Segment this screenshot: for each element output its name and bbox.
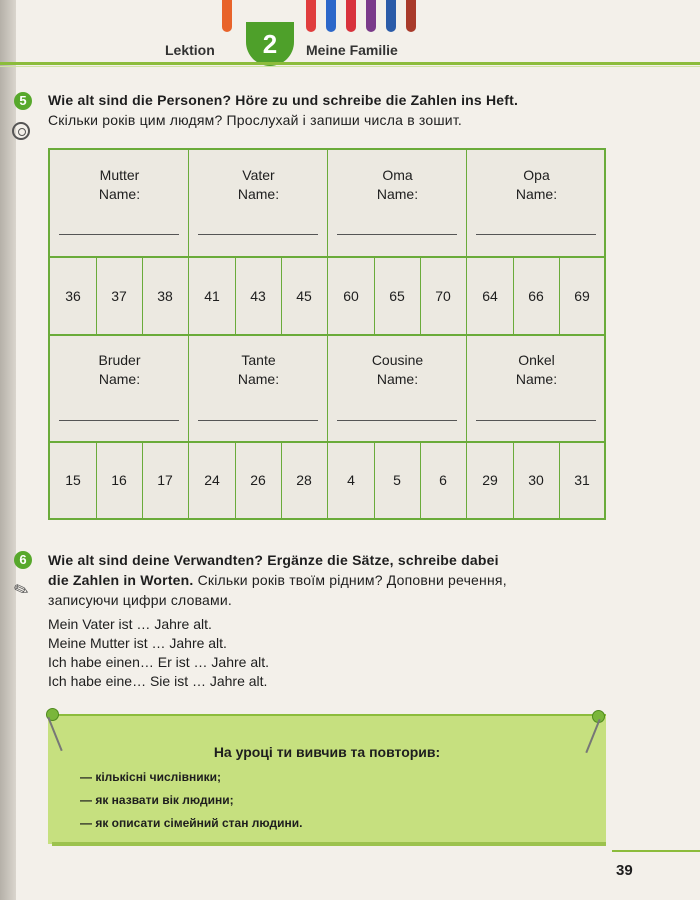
name-label: Name: bbox=[237, 186, 280, 202]
color-tab bbox=[222, 0, 232, 32]
task6-title-de-line1: Wie alt sind deine Verwandten? Ergänze die Sätze, schreibe dabei bbox=[48, 552, 499, 568]
summary-item: — кількісні числівники; bbox=[80, 770, 221, 784]
answer-line[interactable] bbox=[476, 234, 596, 235]
person-cell bbox=[189, 351, 328, 389]
age-option: 45 bbox=[296, 288, 312, 304]
task6-title-uk-line1: Скільки років твоїм рідним? Доповни речення, bbox=[197, 572, 507, 588]
name-label: Name: bbox=[515, 186, 558, 202]
age-option: 29 bbox=[482, 472, 498, 488]
age-option: 64 bbox=[482, 288, 498, 304]
age-option: 6 bbox=[439, 472, 447, 488]
color-tab bbox=[386, 0, 396, 32]
age-option: 43 bbox=[250, 288, 266, 304]
exercise-sentence: Meine Mutter ist … Jahre alt. bbox=[48, 635, 227, 651]
age-option: 60 bbox=[343, 288, 359, 304]
age-option: 38 bbox=[157, 288, 173, 304]
lesson-number-badge: 2 bbox=[246, 22, 294, 66]
name-label: Name: bbox=[98, 371, 141, 387]
lesson-summary-box bbox=[48, 714, 606, 844]
summary-item: — як описати сімейний стан людини. bbox=[80, 816, 303, 830]
task6-title-de-line2: die Zahlen in Worten. bbox=[48, 572, 194, 588]
age-option: 36 bbox=[65, 288, 81, 304]
age-option: 31 bbox=[574, 472, 590, 488]
task5-title-de: Wie alt sind die Personen? Höre zu und schreibe die Zahlen ins Heft. bbox=[48, 92, 519, 108]
footer-divider bbox=[612, 850, 700, 852]
task6-title-line2 bbox=[48, 570, 507, 590]
name-label: Name: bbox=[98, 186, 141, 202]
answer-line[interactable] bbox=[337, 420, 457, 421]
answer-line[interactable] bbox=[198, 420, 318, 421]
summary-title: На уроці ти вивчив та повторив: bbox=[213, 744, 441, 760]
age-option: 41 bbox=[204, 288, 220, 304]
summary-item: — як назвати вік людини; bbox=[80, 793, 234, 807]
person-label: Mutter bbox=[99, 167, 140, 183]
answer-line[interactable] bbox=[198, 234, 318, 235]
task5-title-uk: Скільки років цим людям? Прослухай і запиши числа в зошит. bbox=[48, 112, 462, 128]
person-label: Opa bbox=[523, 167, 550, 183]
header-divider-light bbox=[0, 66, 700, 67]
person-cell bbox=[50, 351, 189, 389]
age-option: 37 bbox=[111, 288, 127, 304]
lesson-label: Lektion bbox=[165, 42, 215, 58]
person-cell bbox=[189, 166, 328, 204]
exercise-sentence: Ich habe eine… Sie ist … Jahre alt. bbox=[48, 673, 268, 689]
summary-shadow bbox=[52, 842, 606, 846]
person-cell bbox=[467, 166, 606, 204]
person-label: Tante bbox=[241, 352, 276, 368]
table-divider bbox=[50, 334, 604, 336]
table-divider bbox=[50, 256, 604, 258]
age-option: 17 bbox=[157, 472, 173, 488]
age-option: 26 bbox=[250, 472, 266, 488]
age-table bbox=[48, 148, 606, 520]
name-label: Name: bbox=[376, 186, 419, 202]
age-option: 30 bbox=[528, 472, 544, 488]
name-label: Name: bbox=[515, 371, 558, 387]
age-option: 66 bbox=[528, 288, 544, 304]
name-label: Name: bbox=[376, 371, 419, 387]
task-number-badge: 5 bbox=[14, 92, 32, 110]
name-label: Name: bbox=[237, 371, 280, 387]
answer-line[interactable] bbox=[59, 420, 179, 421]
person-cell bbox=[467, 351, 606, 389]
person-label: Oma bbox=[382, 167, 413, 183]
age-option: 5 bbox=[393, 472, 401, 488]
person-label: Onkel bbox=[518, 352, 555, 368]
person-cell bbox=[50, 166, 189, 204]
answer-line[interactable] bbox=[59, 234, 179, 235]
age-option: 65 bbox=[389, 288, 405, 304]
age-option: 15 bbox=[65, 472, 81, 488]
answer-line[interactable] bbox=[337, 234, 457, 235]
color-tabs bbox=[0, 0, 700, 40]
table-divider bbox=[50, 441, 604, 443]
color-tab bbox=[406, 0, 416, 32]
person-label: Bruder bbox=[98, 352, 141, 368]
header-divider bbox=[0, 62, 700, 65]
age-option: 16 bbox=[111, 472, 127, 488]
age-option: 28 bbox=[296, 472, 312, 488]
lesson-topic: Meine Familie bbox=[306, 42, 398, 58]
person-cell bbox=[328, 166, 467, 204]
color-tab bbox=[326, 0, 336, 32]
color-tab bbox=[346, 0, 356, 32]
age-option: 4 bbox=[347, 472, 355, 488]
person-cell bbox=[328, 351, 467, 389]
color-tab bbox=[306, 0, 316, 32]
audio-disc-icon bbox=[12, 122, 30, 140]
answer-line[interactable] bbox=[476, 420, 596, 421]
person-label: Cousine bbox=[371, 352, 424, 368]
pencil-icon: ✎ bbox=[10, 578, 32, 603]
person-label: Vater bbox=[242, 167, 275, 183]
age-option: 70 bbox=[435, 288, 451, 304]
exercise-sentence: Ich habe einen… Er ist … Jahre alt. bbox=[48, 654, 269, 670]
task6-title-uk-line2: записуючи цифри словами. bbox=[48, 592, 232, 608]
color-tab bbox=[366, 0, 376, 32]
exercise-sentence: Mein Vater ist … Jahre alt. bbox=[48, 616, 212, 632]
task-number-badge: 6 bbox=[14, 551, 32, 569]
page-number: 39 bbox=[616, 862, 633, 879]
age-option: 24 bbox=[204, 472, 220, 488]
age-option: 69 bbox=[574, 288, 590, 304]
